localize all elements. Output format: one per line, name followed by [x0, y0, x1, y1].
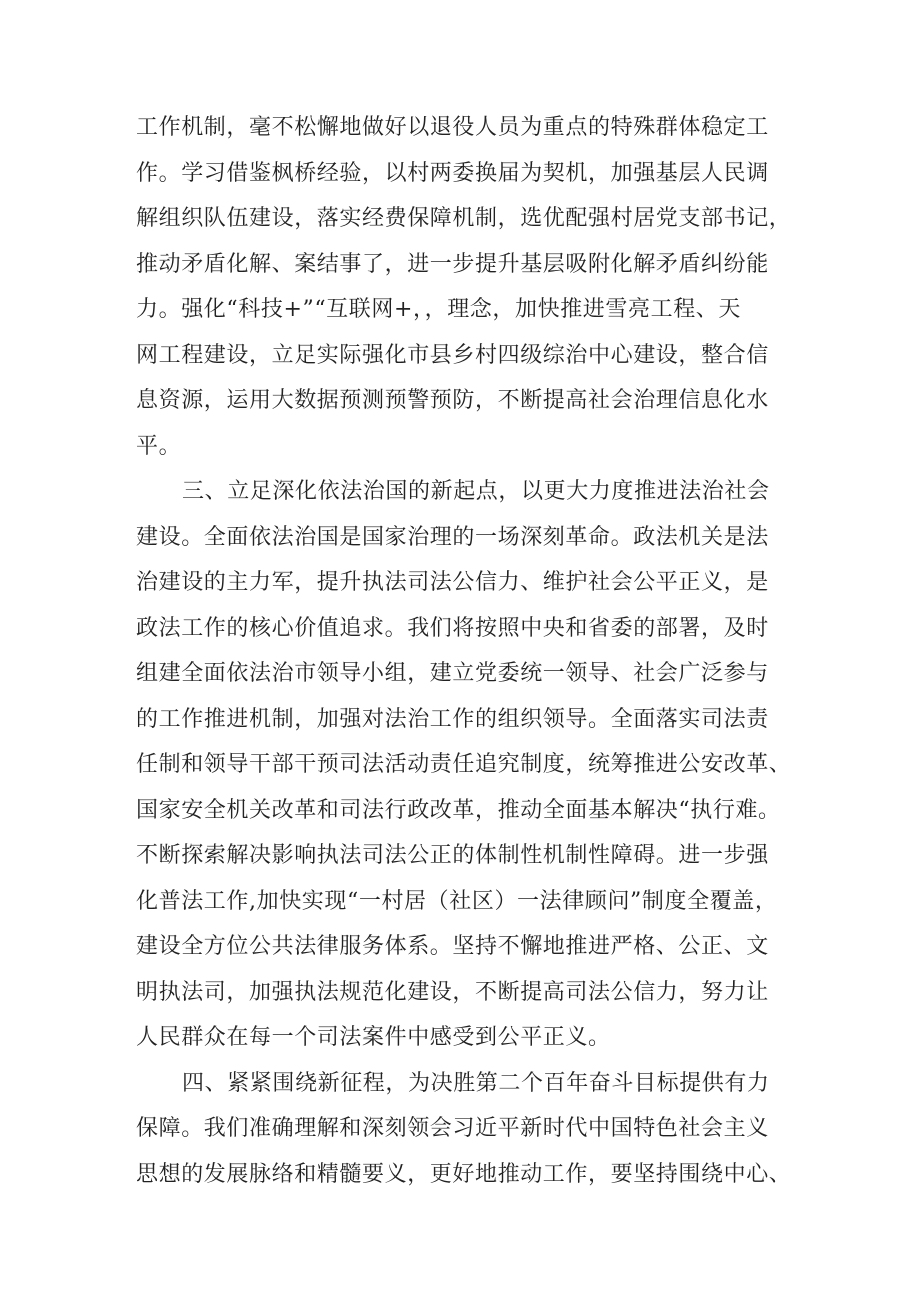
text-line: 国家安全机关改革和司法行政改革，推动全面基本解决“执行难。 [136, 797, 781, 823]
text-line: 息资源，运用大数据预测预警预防，不断提高社会治理信息化水 [136, 388, 769, 413]
text-line: 不断探索解决影响执法司法公正的体制性机制性障碍。进一步强 [136, 843, 769, 868]
text-line: 作。学习借鉴枫桥经验，以村两委换届为契机，加强基层人民调 [136, 160, 769, 186]
body-text [136, 105, 796, 1197]
text-line: 明执法司，加强执法规范化建设，不断提高司法公信力，努力让 [136, 979, 769, 1005]
text-line: 任制和领导干部干预司法活动责任追究制度，统筹推进公安改革、 [136, 752, 792, 777]
section-four-heading-line: 四、紧紧围绕新征程，为决胜第二个百年奋斗目标提供有力 [182, 1070, 770, 1096]
text-line: 网工程建设，立足实际强化市县乡村四级综治中心建设，整合信 [136, 342, 769, 368]
text-line: 工作机制，毫不松懈地做好以退役人员为重点的特殊群体稳定工 [136, 115, 769, 140]
text-line: 思想的发展脉络和精髓要义，更好地推动工作，要坚持围绕中心、 [136, 1161, 792, 1187]
text-line: 人民群众在每一个司法案件中感受到公平正义。 [136, 1025, 611, 1050]
text-line: 的工作推进机制，加强对法治工作的组织领导。全面落实司法责 [136, 706, 769, 732]
text-line: 保障。我们准确理解和深刻领会习近平新时代中国特色社会主义 [136, 1116, 769, 1141]
section-three-heading-line: 三、立足深化依法治国的新起点，以更大力度推进法治社会 [182, 479, 770, 504]
text-line: 力。强化“科技+”“互联网+，，理念，加快推进雪亮工程、天 [136, 297, 742, 322]
text-line: 治建设的主力军，提升执法司法公信力、维护社会公平正义，是 [136, 570, 769, 595]
text-line: 组建全面依法治市领导小组，建立党委统一领导、社会广泛参与 [136, 661, 769, 686]
text-line: 政法工作的核心价值追求。我们将按照中央和省委的部署，及时 [136, 615, 769, 641]
text-line: 建设全方位公共法律服务体系。坚持不懈地推进严格、公正、文 [136, 934, 769, 959]
text-line: 推动矛盾化解、案结事了，进一步提升基层吸附化解矛盾纠纷能 [136, 251, 769, 277]
text-line: 建设。全面依法治国是国家治理的一场深刻革命。政法机关是法 [136, 524, 769, 550]
text-line: 平。 [136, 433, 182, 459]
text-line: 解组织队伍建设，落实经费保障机制，选优配强村居党支部书记， [136, 206, 792, 231]
text-line: 化普法工作,加快实现“一村居（社区）一法律顾问”制度全覆盖， [136, 888, 778, 914]
